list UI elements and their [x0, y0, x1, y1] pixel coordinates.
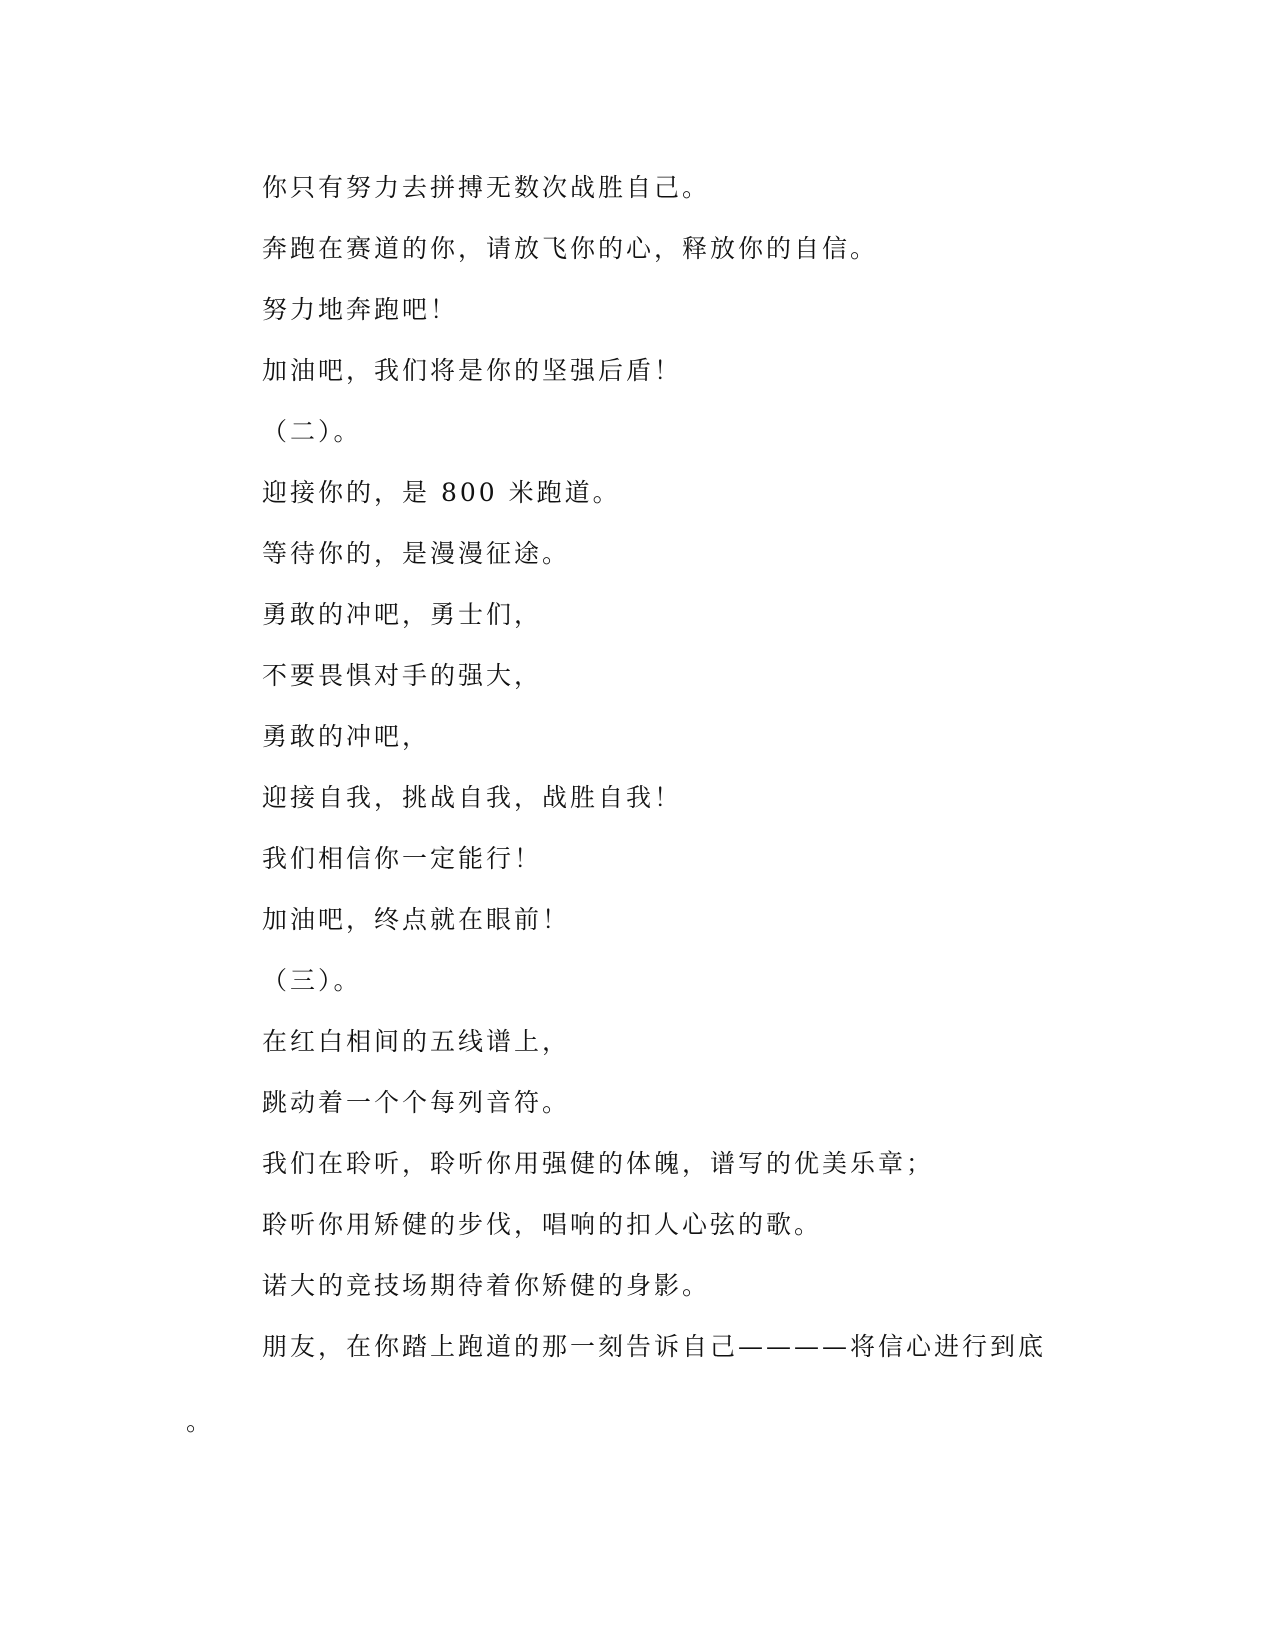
- section-heading: （三）。: [262, 966, 362, 995]
- text-line: 迎接自我，挑战自我，战胜自我！: [262, 783, 683, 812]
- text-line: 聆听你用矫健的步伐，唱响的扣人心弦的歌。: [262, 1210, 823, 1239]
- section-heading: （二）。: [262, 417, 362, 446]
- text-line: 迎接你的，是 800 米跑道。: [262, 478, 621, 507]
- trailing-punctuation: 。: [186, 1407, 212, 1436]
- text-line: 奔跑在赛道的你，请放飞你的心，释放你的自信。: [262, 234, 879, 263]
- text-line: 我们相信你一定能行！: [262, 844, 543, 873]
- text-line: 跳动着一个个每列音符。: [262, 1088, 571, 1117]
- text-line: 等待你的，是漫漫征途。: [262, 539, 571, 568]
- text-line: 加油吧，我们将是你的坚强后盾！: [262, 356, 683, 385]
- text-line: 勇敢的冲吧，: [262, 722, 431, 751]
- text-line: 在红白相间的五线谱上，: [262, 1027, 571, 1056]
- text-line: 勇敢的冲吧，勇士们，: [262, 600, 543, 629]
- text-line: 朋友，在你踏上跑道的那一刻告诉自己————将信心进行到底: [262, 1332, 1047, 1361]
- text-line: 努力地奔跑吧！: [262, 295, 459, 324]
- text-line: 我们在聆听，聆听你用强健的体魄，谱写的优美乐章；: [262, 1149, 935, 1178]
- text-line: 不要畏惧对手的强大，: [262, 661, 543, 690]
- text-line: 加油吧，终点就在眼前！: [262, 905, 571, 934]
- text-line: 诺大的竞技场期待着你矫健的身影。: [262, 1271, 711, 1300]
- text-line: 你只有努力去拼搏无数次战胜自己。: [262, 173, 711, 202]
